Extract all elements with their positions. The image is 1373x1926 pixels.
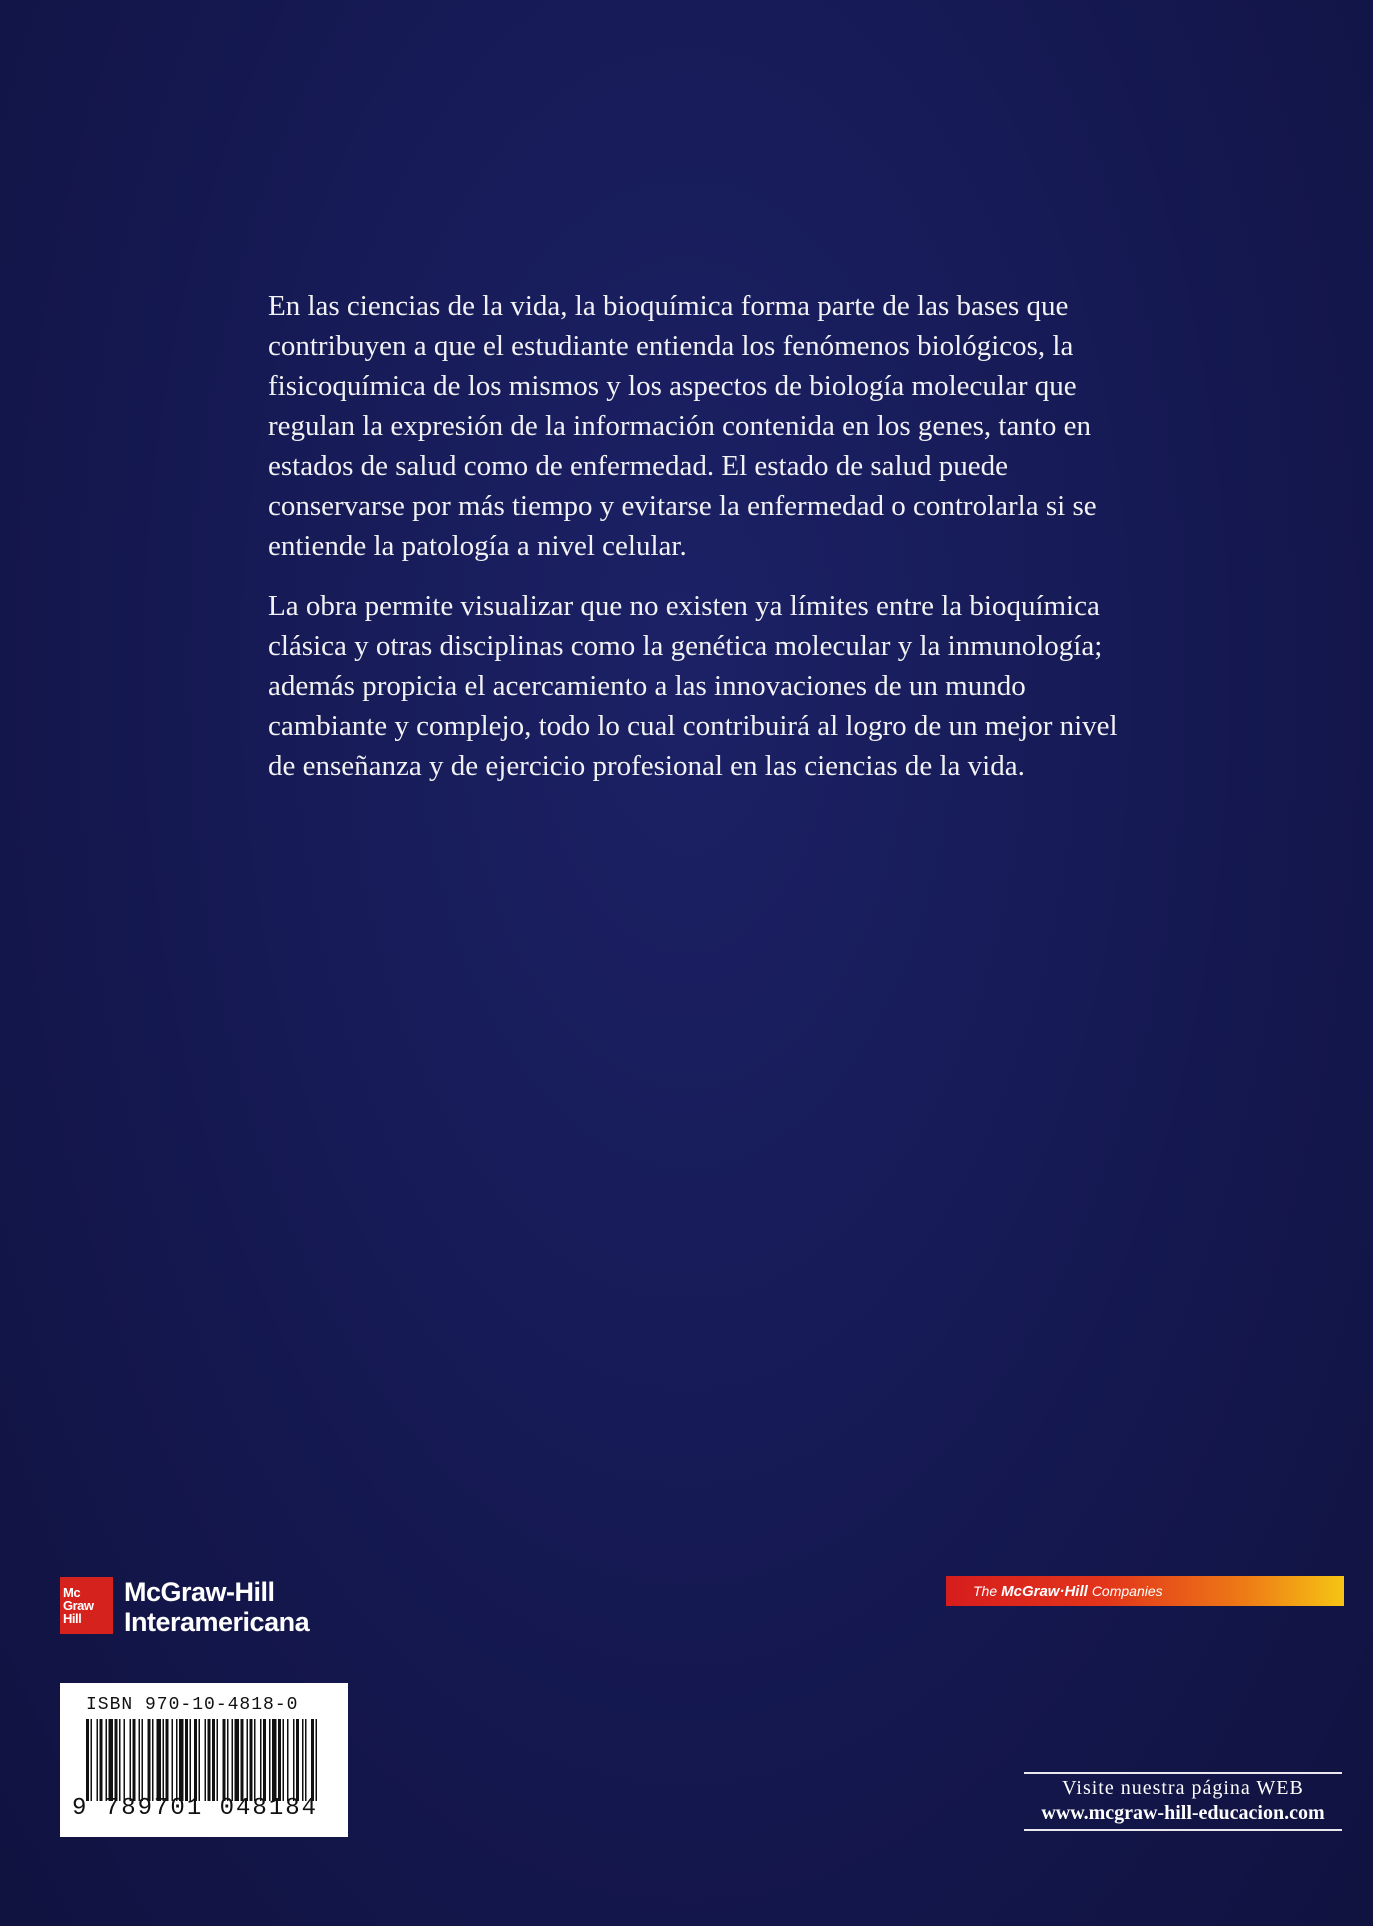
barcode-stripe — [227, 1719, 229, 1801]
mcgraw-hill-logo-icon — [60, 1577, 113, 1634]
publisher-name-line2: Interamericana — [124, 1607, 310, 1637]
companies-brand: McGraw·Hill — [1001, 1582, 1088, 1600]
barcode-stripe — [148, 1719, 151, 1801]
barcode-stripe — [223, 1719, 226, 1801]
blurb-paragraph-2: La obra permite visualizar que no existen ya límites entre la bioquímica clásica y otras disciplinas como la genética molecular y la inmunología; además propicia el acercamiento a las innovaciones de un mundo cambiante y complejo, todo lo cual contribuirá al logro de un mejor nivel de enseñanza y de ejercicio profesional en las ciencias de la vida. — [268, 590, 1118, 782]
publisher-logo — [60, 1577, 309, 1637]
mcgraw-hill-companies-bar — [946, 1576, 1344, 1606]
barcode-stripe — [316, 1719, 318, 1801]
barcode-stripe — [212, 1719, 215, 1801]
logo-line-graw: Graw — [63, 1598, 94, 1613]
website-url[interactable]: www.mcgraw-hill-educacion.com — [1041, 1802, 1325, 1824]
barcode-stripe — [86, 1719, 89, 1801]
barcode-stripe — [176, 1719, 178, 1801]
blurb-paragraph-1: En las ciencias de la vida, la bioquímica forma parte de las bases que contribuyen a que el estudiante entienda los fenómenos biológicos, la fisicoquímica de los mismos y los aspectos de biología molecular que regulan la expresión de la información contenida en los genes, tanto en estados de salud como de enfermedad. El estado de salud puede conservarse por más tiempo y evitarse la enfermedad o controlarla si se entiende la patología a nivel celular. — [268, 290, 1097, 562]
barcode-stripe — [247, 1719, 249, 1801]
barcode-stripe — [100, 1719, 103, 1801]
barcode-stripe — [217, 1719, 219, 1801]
barcode-stripe — [133, 1719, 136, 1801]
barcode-stripe — [205, 1719, 207, 1801]
publisher-name — [124, 1577, 309, 1637]
barcode-stripe — [157, 1719, 162, 1801]
isbn-text: ISBN 970-10-4818-0 — [86, 1695, 299, 1715]
barcode-stripe — [106, 1719, 108, 1801]
barcode-stripe — [278, 1719, 281, 1801]
barcode-stripe — [172, 1719, 174, 1801]
barcode-stripe — [115, 1719, 118, 1801]
barcode-stripe — [152, 1719, 154, 1801]
publisher-name-line1: McGraw-Hill — [124, 1577, 275, 1607]
barcode-stripe — [311, 1719, 314, 1801]
barcode-stripe — [179, 1719, 184, 1801]
barcode-stripe — [142, 1719, 144, 1801]
barcode-stripe — [283, 1719, 285, 1801]
isbn-barcode — [60, 1683, 348, 1837]
barcode-stripe — [272, 1719, 277, 1801]
barcode-stripe — [263, 1719, 266, 1801]
barcode-stripe — [119, 1719, 121, 1801]
barcode-stripe — [194, 1719, 197, 1801]
logo-line-hill: Hill — [63, 1611, 82, 1626]
companies-prefix: The — [973, 1583, 998, 1599]
barcode-bars-icon — [86, 1719, 322, 1801]
website-block — [1024, 1772, 1342, 1831]
barcode-stripe — [241, 1719, 244, 1801]
logo-line-mc: Mc — [63, 1585, 81, 1600]
barcode-stripe — [296, 1719, 299, 1801]
barcode-number: 9 789701 048184 — [72, 1795, 319, 1822]
barcode-stripe — [305, 1719, 307, 1801]
bottom-rule — [1024, 1829, 1342, 1831]
barcode-stripe — [269, 1719, 271, 1801]
barcode-stripe — [185, 1719, 188, 1801]
barcode-stripe — [130, 1719, 132, 1801]
barcode-stripe — [109, 1719, 114, 1801]
barcode-stripe — [293, 1719, 295, 1801]
barcode-stripe — [124, 1719, 126, 1801]
top-rule — [1024, 1772, 1342, 1774]
barcode-stripe — [260, 1719, 262, 1801]
barcode-stripe — [208, 1719, 211, 1801]
barcode-stripe — [91, 1719, 93, 1801]
barcode-stripe — [254, 1719, 256, 1801]
barcode-stripe — [163, 1719, 165, 1801]
website-visit-text: Visite nuestra página WEB — [1062, 1777, 1304, 1799]
barcode-stripe — [235, 1719, 240, 1801]
barcode-stripe — [166, 1719, 169, 1801]
barcode-stripe — [232, 1719, 234, 1801]
barcode-stripe — [97, 1719, 99, 1801]
cover-blurb — [268, 286, 1148, 806]
barcode-stripe — [250, 1719, 253, 1801]
barcode-stripe — [190, 1719, 192, 1801]
barcode-stripe — [302, 1719, 304, 1801]
companies-suffix: Companies — [1091, 1583, 1163, 1599]
barcode-stripe — [199, 1719, 201, 1801]
barcode-stripe — [139, 1719, 141, 1801]
barcode-stripe — [287, 1719, 289, 1801]
